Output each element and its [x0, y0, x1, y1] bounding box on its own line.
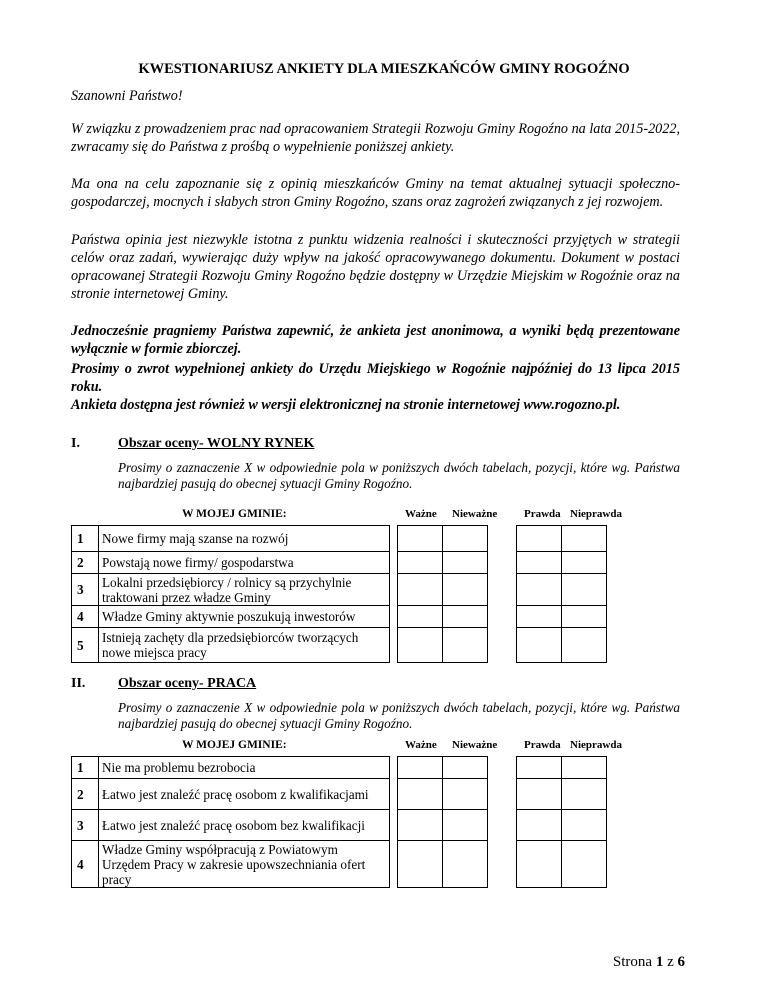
footer-mid: z: [667, 954, 674, 970]
row-text: Powstają nowe firmy/ gospodarstwa: [99, 552, 390, 574]
row-number: 4: [72, 606, 99, 628]
section-2-instruction: Prosimy o zaznaczenie X w odpowiednie pola w poniższych dwóch tabelach, pozycji, które wg. Państwa najbardziej pasują do obecnej sytuacji Gminy Rogoźno.: [118, 700, 680, 731]
section-2-number: II.: [71, 676, 86, 691]
anonymity-paragraph: Jednocześnie pragniemy Państwa zapewnić, że ankieta jest anonimowa, a wyniki będą prezentowane wyłącznie w formie zbiorczej.: [71, 323, 680, 357]
checkbox-cell[interactable]: [517, 526, 562, 552]
checkbox-cell[interactable]: [398, 574, 443, 606]
checkbox-cell[interactable]: [443, 841, 488, 888]
checkbox-cell[interactable]: [398, 526, 443, 552]
row-text: Lokalni przedsiębiorcy / rolnicy są przychylnie traktowani przez władze Gminy: [99, 574, 390, 606]
section-2-prawda-header: Prawda: [524, 739, 561, 751]
checkbox-cell[interactable]: [562, 552, 607, 574]
checkbox-cell[interactable]: [517, 841, 562, 888]
checkbox-cell[interactable]: [398, 779, 443, 810]
row-number: 3: [72, 574, 99, 606]
table-row: [72, 526, 390, 552]
row-number: 1: [72, 526, 99, 552]
checkbox-cell[interactable]: [398, 628, 443, 663]
section-2-title: Obszar oceny- PRACA: [118, 676, 257, 691]
table-row: [72, 574, 390, 606]
table-row: [72, 810, 390, 841]
table-row: [72, 606, 390, 628]
page-footer: [613, 954, 685, 971]
section-1-prawda-header: Prawda: [524, 508, 561, 520]
checkbox-cell[interactable]: [398, 606, 443, 628]
checkbox-cell[interactable]: [443, 757, 488, 779]
checkbox-cell[interactable]: [562, 757, 607, 779]
row-text: Łatwo jest znaleźć pracę osobom z kwalifikacjami: [99, 779, 390, 810]
footer-page-number: 1: [655, 954, 664, 970]
checkbox-cell[interactable]: [398, 757, 443, 779]
greeting: Szanowni Państwo!: [71, 88, 183, 104]
section-2-nieprawda-header: Nieprawda: [570, 739, 622, 751]
checkbox-cell[interactable]: [443, 606, 488, 628]
table-row: [72, 552, 390, 574]
section-2-truth-grid: [516, 756, 607, 888]
document-title: KWESTIONARIUSZ ANKIETY DLA MIESZKAŃCÓW GMINY ROGOŹNO: [138, 61, 630, 77]
row-text: Nie ma problemu bezrobocia: [99, 757, 390, 779]
checkbox-cell[interactable]: [398, 552, 443, 574]
footer-total-pages: 6: [677, 954, 685, 970]
checkbox-cell[interactable]: [562, 526, 607, 552]
section-1-truth-grid: [516, 525, 607, 663]
section-2-niewazne-header: Nieważne: [452, 739, 498, 751]
table-row: [72, 779, 390, 810]
checkbox-cell[interactable]: [443, 552, 488, 574]
section-1-gmina-header: W MOJEJ GMINIE:: [182, 508, 287, 520]
checkbox-cell[interactable]: [562, 779, 607, 810]
section-2-gmina-header: W MOJEJ GMINIE:: [182, 739, 287, 751]
section-2-wazne-header: Ważne: [405, 739, 437, 751]
checkbox-cell[interactable]: [443, 779, 488, 810]
checkbox-cell[interactable]: [443, 810, 488, 841]
return-paragraph: Prosimy o zwrot wypełnionej ankiety do Urzędu Miejskiego w Rogoźnie najpóźniej do 13 lipca 2015 roku.: [71, 361, 680, 395]
online-version-paragraph: Ankieta dostępna jest również w wersji elektronicznej na stronie internetowej www.rogozno.pl.: [71, 397, 621, 413]
row-text: Istnieją zachęty dla przedsiębiorców tworzących nowe miejsca pracy: [99, 628, 390, 663]
checkbox-cell[interactable]: [443, 628, 488, 663]
checkbox-cell[interactable]: [517, 779, 562, 810]
row-number: 5: [72, 628, 99, 663]
section-1-title: Obszar oceny- WOLNY RYNEK: [118, 436, 315, 451]
section-1-nieprawda-header: Nieprawda: [570, 508, 622, 520]
purpose-paragraph: Ma ona na celu zapoznanie się z opinią mieszkańców Gminy na temat aktualnej sytuacji społeczno-gospodarczej, mocnych i słabych stron Gminy Rogoźno, szans oraz zagrożeń związanych z jej rozwojem.: [71, 176, 680, 210]
table-row: [72, 841, 390, 888]
section-1-instruction: Prosimy o zaznaczenie X w odpowiednie pola w poniższych dwóch tabelach, pozycji, które wg. Państwa najbardziej pasują do obecnej sytuacji Gminy Rogoźno.: [118, 460, 680, 491]
checkbox-cell[interactable]: [562, 574, 607, 606]
checkbox-cell[interactable]: [517, 757, 562, 779]
section-1-niewazne-header: Nieważne: [452, 508, 498, 520]
checkbox-cell[interactable]: [562, 606, 607, 628]
row-text: Łatwo jest znaleźć pracę osobom bez kwalifikacji: [99, 810, 390, 841]
table-row: [72, 757, 390, 779]
row-number: 1: [72, 757, 99, 779]
checkbox-cell[interactable]: [517, 552, 562, 574]
section-1-number: I.: [71, 436, 80, 451]
row-number: 2: [72, 552, 99, 574]
section-2-questions-table: [71, 756, 390, 888]
footer-prefix: Strona: [612, 954, 653, 970]
opinion-paragraph: Państwa opinia jest niezwykle istotna z punktu widzenia realności i skuteczności przyjętych w strategii celów oraz zadań, wywierając duży wpływ na jakość opracowywanego dokumentu. Dokument w postaci opracowanej Strategii Rozwoju Gminy Rogoźno będzie dostępny w Urzędzie Miejskim w Rogoźnie oraz na stronie internetowej Gminy.: [71, 232, 680, 302]
intro-paragraph: W związku z prowadzeniem prac nad opracowaniem Strategii Rozwoju Gminy Rogoźno na lata 2015-2022, zwracamy się do Państwa z prośbą o wypełnienie poniższej ankiety.: [71, 121, 680, 155]
row-number: 2: [72, 779, 99, 810]
checkbox-cell[interactable]: [443, 526, 488, 552]
checkbox-cell[interactable]: [443, 574, 488, 606]
checkbox-cell[interactable]: [562, 628, 607, 663]
row-text: Nowe firmy mają szanse na rozwój: [99, 526, 390, 552]
row-number: 3: [72, 810, 99, 841]
row-number: 4: [72, 841, 99, 888]
section-1-importance-grid: [397, 525, 488, 663]
checkbox-cell[interactable]: [398, 810, 443, 841]
table-row: [72, 628, 390, 663]
row-text: Władze Gminy współpracują z Powiatowym Urzędem Pracy w zakresie upowszechniania ofert pracy: [99, 841, 390, 888]
row-text: Władze Gminy aktywnie poszukują inwestorów: [99, 606, 390, 628]
checkbox-cell[interactable]: [517, 574, 562, 606]
section-2-importance-grid: [397, 756, 488, 888]
checkbox-cell[interactable]: [398, 841, 443, 888]
section-1-questions-table: [71, 525, 390, 663]
checkbox-cell[interactable]: [517, 628, 562, 663]
checkbox-cell[interactable]: [517, 810, 562, 841]
checkbox-cell[interactable]: [562, 810, 607, 841]
checkbox-cell[interactable]: [562, 841, 607, 888]
checkbox-cell[interactable]: [517, 606, 562, 628]
section-1-wazne-header: Ważne: [405, 508, 437, 520]
